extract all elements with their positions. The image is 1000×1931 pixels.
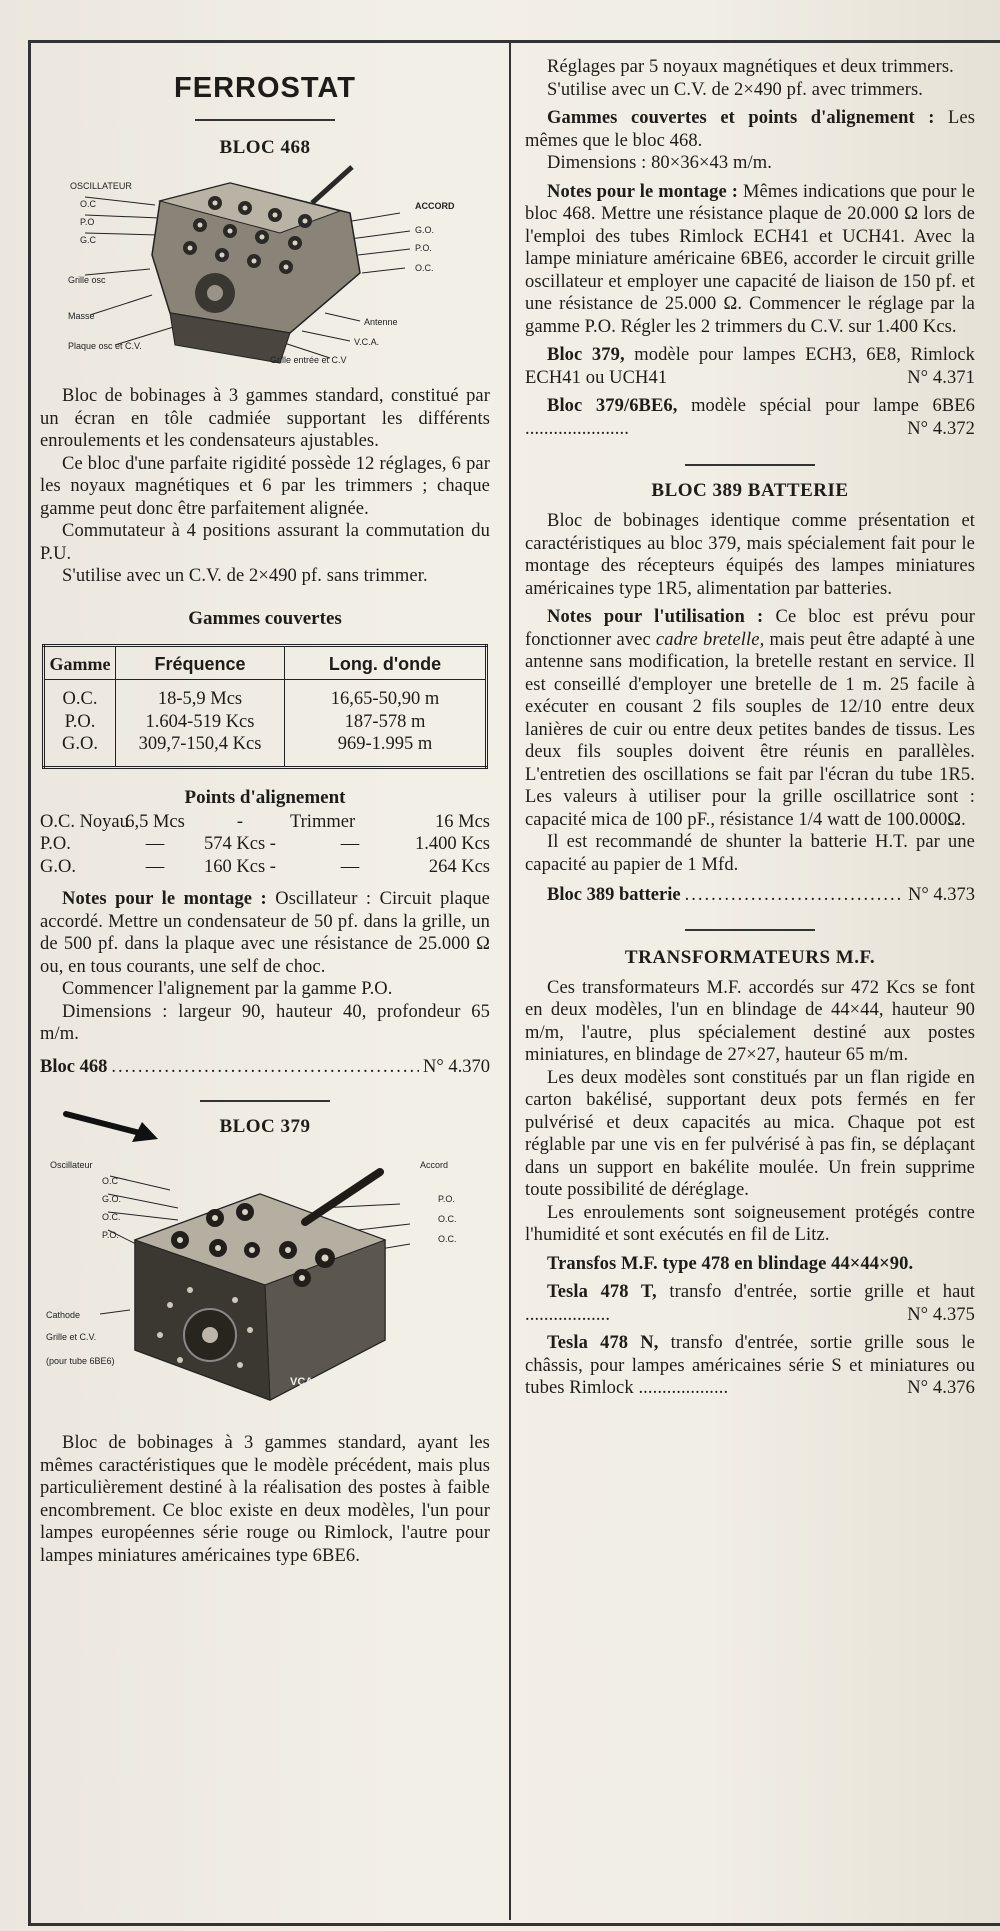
transfos-title: TRANSFORMATEURS M.F. (624, 946, 876, 968)
table-cell: 187-578 m (344, 711, 426, 732)
bloc-379-description: Bloc de bobinages à 3 gammes standard, ayant les mêmes caractéristiques que le modèle précédent, mais plus particulièrement destiné à la réalisation des postes à faible encombrement. Ce bloc existe en deux modèles, l'un pour lampes européennes série rouge ou Rimlock, l'autre pour lampes miniatures américaines type 6BE6. (40, 1433, 490, 1566)
label-oscillateur-379: Oscillateur (50, 1160, 93, 1170)
entry-number: N° 4.370 (422, 1056, 490, 1077)
entry-leader (685, 884, 904, 907)
table-cell: 1.604-519 Kcs (116, 711, 285, 734)
entry-leader: ................... (638, 1378, 729, 1398)
column-divider (509, 40, 511, 1920)
right-column (525, 56, 975, 1400)
entry-number: N° 4.371 (907, 367, 975, 388)
entry-label: Bloc 389 batterie (547, 885, 681, 905)
bloc-389-entry (525, 884, 975, 907)
gammes-table (42, 644, 488, 769)
points-cell: P.O. (40, 834, 71, 854)
bloc-468-title: BLOC 468 (219, 137, 311, 158)
label-vca-379: VCA (290, 1376, 314, 1388)
table-cell: G.O. (44, 733, 116, 767)
label-masse: Masse (68, 311, 95, 321)
points-cell: O.C. Noyau (40, 811, 129, 832)
transfos-enroulements: Les enroulements sont soigneusement protégés contre l'humidité et sont exécutés en fil de Litz. (525, 1202, 975, 1245)
label-antenne: Antenne (364, 317, 398, 327)
points-cell: 1.400 Kcs (414, 834, 490, 854)
points-cell: 6,5 Mcs (125, 811, 185, 832)
bloc-379-entry (525, 344, 975, 389)
bloc-379-gammes (525, 107, 975, 152)
points-alignement-title: Points d'alignement (184, 786, 346, 808)
entry-label: Bloc 379/6BE6, (547, 396, 678, 416)
table-cell: 309,7-150,4 Kcs (116, 733, 285, 767)
label-accord-oc2-379: O.C. (438, 1234, 457, 1244)
bloc-379-figure (40, 1150, 490, 1410)
gammes-text: Les mêmes que le bloc 468. (525, 108, 975, 151)
table-cell: 18-5,9 Mcs (116, 680, 285, 711)
points-cell: 574 Kcs - (204, 834, 276, 854)
label-accord-379: Accord (420, 1160, 449, 1170)
bloc-468-figure (40, 163, 490, 375)
bloc-389-notes (525, 606, 975, 831)
bloc-468-dimensions: Dimensions : largeur 90, hauteur 40, profondeur 65 m/m. (40, 1001, 490, 1044)
bloc-468-description: Bloc de bobinages à 3 gammes standard, constitué par un écran en tôle cadmiée supportant les différents enroulements et les condensateurs ajustables. (40, 386, 490, 451)
bloc-379-title: BLOC 379 (219, 1116, 311, 1137)
transfos-construction: Les deux modèles sont constitués par un flan rigide en carton bakélisé, supportant deux pots fermés en fer pulvérisé et deux capacités au mica. Chaque pot est réglable par une vis en fer pulvérisé à pas fin, se déplaçant dans un support en bakélite moulée. Un frein supprime toute possibilité de déréglage. (525, 1067, 975, 1200)
label-po-379: P.O. (102, 1230, 119, 1240)
points-cell: - (236, 811, 244, 832)
bloc-379-illustration (40, 1150, 490, 1410)
label-oc: O.C (80, 199, 97, 209)
label-accord-po-379: P.O. (438, 1194, 455, 1204)
label-oscillateur: OSCILLATEUR (70, 181, 132, 191)
entry-label: Tesla 478 T, (547, 1282, 657, 1302)
points-cell: 16 Mcs (435, 811, 490, 832)
gammes-label: Gammes couvertes et points d'alignement : (547, 108, 935, 128)
notes-label: Notes pour le montage : (62, 889, 267, 909)
table-header-longueur: Long. d'onde (285, 645, 487, 680)
bloc-468-alignment-note: Commencer l'alignement par la gamme P.O. (62, 979, 393, 999)
entry-number: N° 4.375 (907, 1304, 975, 1325)
bloc-379-6be6-entry (525, 395, 975, 440)
gammes-couvertes-title: Gammes couvertes (188, 607, 342, 629)
label-accord-oc-379: O.C. (438, 1214, 457, 1224)
entry-number: N° 4.376 (907, 1378, 975, 1398)
table-cell: 16,65-50,90 m (330, 689, 440, 709)
entry-leader: .................. (525, 1304, 611, 1325)
notes-label: Notes pour le montage : (547, 181, 739, 202)
label-po: P.O (80, 217, 95, 227)
label-accord-oc: O.C. (415, 263, 434, 273)
entry-text: transfo d'entrée, sortie grille et haut (656, 1282, 976, 1302)
page-title: FERROSTAT (174, 72, 356, 104)
notes-text: Oscillateur : Circuit plaque accordé. Mettre un condensateur de 50 pf. dans la grille, un de 500 pf. dans la plaque avec une résistance de 25.000 Ω ou, en tous courants, une self de choc. (40, 889, 490, 977)
bloc-468-rigidity: Ce bloc d'une parfaite rigidité possède 12 réglages, 6 par les noyaux magnétiques et 6 par les trimmers ; chaque gamme peut donc être parfaitement alignée. (40, 453, 490, 519)
label-vca: V.C.A. (354, 337, 380, 347)
bloc-389-description: Bloc de bobinages identique comme présentation et caractéristiques au bloc 379, mais spécialement fait pour le montage des récepteurs équipés des lampes miniatures américaines type 1R5, alimentation par batteries. (525, 511, 975, 599)
bloc-379-notes (525, 181, 975, 339)
points-alignement-grid (40, 811, 490, 879)
bloc-468-commutateur: Commutateur à 4 positions assurant la commutation du P.U. (40, 521, 490, 564)
notes-text-a: Ce bloc est prévu pour fonctionner avec (525, 607, 975, 650)
bloc-389-shunt: Il est recommandé de shunter la batterie H.T. par une capacité au papier de 1 Mfd. (525, 832, 975, 875)
entry-label: Bloc 379, (547, 345, 625, 365)
table-header-gamme: Gamme (44, 645, 116, 680)
section-separator (200, 1100, 330, 1102)
table-header-frequence: Fréquence (116, 645, 285, 680)
entry-label: Tesla 478 N, (547, 1333, 659, 1353)
entry-label: Bloc 468 (40, 1056, 108, 1077)
points-cell: — (340, 856, 360, 877)
points-cell: G.O. (40, 856, 76, 877)
entry-leader: ...................... (525, 418, 629, 439)
points-cell: — (145, 856, 165, 877)
table-cell: 969-1.995 m (337, 734, 433, 754)
table-cell: O.C. (44, 680, 116, 711)
entry-text: transfo d'entrée, sortie grille sous le châssis, pour lampes américaines série S et miniatures ou tubes Rimlock (525, 1333, 975, 1398)
title-separator (195, 119, 335, 121)
label-oc2-379: O.C. (102, 1212, 121, 1222)
bloc-379-usage: S'utilise avec un C.V. de 2×490 pf. avec trimmers. (547, 79, 924, 100)
label-plaque: Plaque osc et C.V. (68, 341, 142, 351)
label-grille-379: Grille et C.V. (46, 1332, 97, 1342)
transfos-type: Transfos M.F. type 478 en blindage 44×44×90. (547, 1253, 914, 1274)
entry-number: N° 4.373 (907, 885, 975, 905)
table-row (44, 680, 487, 711)
tesla-478-t-entry (525, 1281, 975, 1326)
bloc-389-title: BLOC 389 BATTERIE (651, 480, 849, 501)
points-cell: 264 Kcs (428, 856, 490, 877)
notes-italic: cadre bretelle, (655, 629, 765, 650)
entry-text: modèle spécial pour lampe 6BE6 (677, 396, 975, 416)
points-cell: 160 Kcs - (204, 856, 276, 877)
section-separator (685, 464, 815, 466)
tesla-478-n-entry (525, 1332, 975, 1400)
bloc-379-reglages: Réglages par 5 noyaux magnétiques et deux trimmers. (547, 57, 954, 77)
bloc-379-dimensions: Dimensions : 80×36×43 m/m. (547, 153, 772, 173)
bloc-468-entry (40, 1056, 490, 1079)
label-grille-osc: Grille osc (68, 275, 106, 285)
entry-leader (111, 1056, 419, 1079)
label-oc-379: O.C (102, 1176, 119, 1186)
left-column (40, 48, 490, 1567)
table-row (44, 733, 487, 767)
transfos-description: Ces transformateurs M.F. accordés sur 472 Kcs se font en deux modèles, l'un en blindage de 44×44, hauteur 90 m/m, l'autre, plus spécialement destiné aux postes miniatures, en blindage de 27×27, hauteur 65 m/m. (525, 977, 975, 1065)
table-cell: P.O. (44, 711, 116, 734)
label-grille-entree: Grille entrée et C.V (270, 355, 347, 365)
points-cell: Trimmer (290, 811, 356, 832)
table-row (44, 711, 487, 734)
entry-text: modèle pour lampes ECH3, 6E8, Rimlock ECH41 ou UCH41 (525, 345, 975, 388)
label-pour-tube-379: (pour tube 6BE6) (46, 1356, 115, 1366)
entry-number: N° 4.372 (907, 418, 975, 439)
points-cell: — (340, 834, 360, 854)
notes-label: Notes pour l'utilisation : (547, 607, 764, 627)
bloc-379-header (40, 1108, 490, 1144)
label-cathode-379: Cathode (46, 1310, 81, 1320)
section-separator (685, 929, 815, 931)
bloc-468-notes (40, 888, 490, 978)
label-accord-go: G.O. (415, 225, 435, 235)
label-accord: ACCORD (415, 201, 455, 211)
bloc-468-usage: S'utilise avec un C.V. de 2×490 pf. sans trimmer. (62, 566, 428, 586)
notes-text-b: mais peut être adapté à une antenne sans modification, la bretelle restant en service. Il est conseillé d'employer une bretelle de 1 m. 25 facile à exécuter en cousant 2 fils souples de 12/10 entre deux lanières de cuir ou entre deux petites bandes de tissus. Les deux fils souples doivent être réunis en parallèles. L'entretien des oscillations se fait par l'écran du tube 1R5. Les valeurs à utiliser pour la grille oscillatrice sont : capacité mica de 100 pF., résistance 1/4 watt de 100.000Ω. (525, 629, 975, 830)
label-go: G.C (80, 235, 97, 245)
points-cell: — (145, 834, 165, 854)
label-go-379: G.O. (102, 1194, 122, 1204)
notes-text: Mêmes indications que pour le bloc 468. Mettre une résistance plaque de 20.000 Ω lors de l'emploi des tubes Rimlock ECH41 et UCH41. Avec la lampe miniature américaine 6BE6, accorder le circuit grille oscillateur et employer une capacité de liaison de 150 pf. et une résistance de 25.000 Ω. Commencer le réglage par la gamme P.O. Régler les 2 trimmers du C.V. sur 1.400 Kcs. (525, 181, 975, 337)
label-accord-po: P.O. (415, 243, 432, 253)
